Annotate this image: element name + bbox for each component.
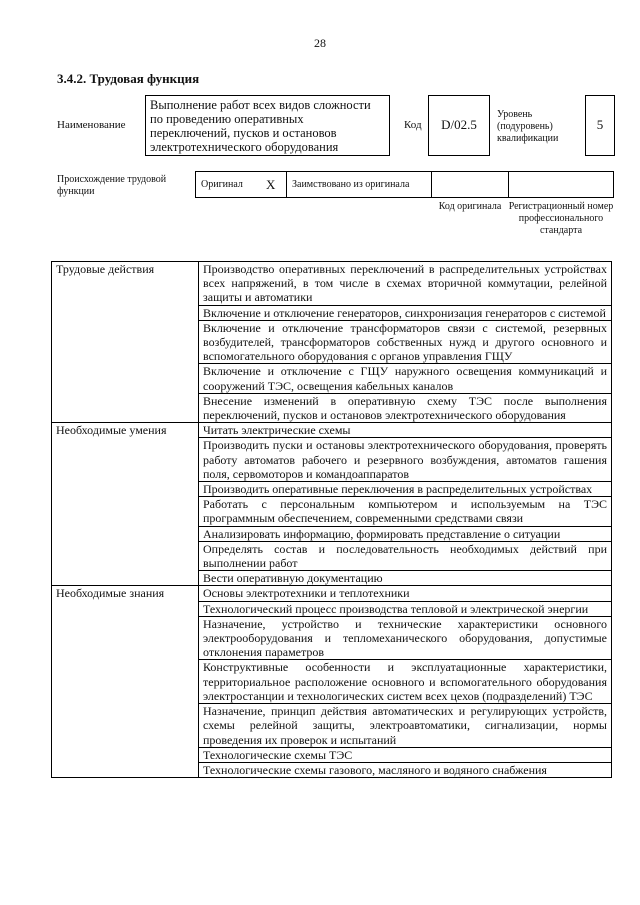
table-row <box>52 586 612 601</box>
origin-original-label: Оригинал <box>201 179 243 190</box>
level-value: 5 <box>585 95 615 156</box>
section-item: Читать электрические схемы <box>199 423 612 438</box>
origin-original-cell <box>195 171 287 198</box>
origin-code-caption: Код оригинала <box>438 201 502 212</box>
origin-reg-cell <box>508 171 614 198</box>
section-item: Включение и отключение генераторов, синхронизация генераторов с системой <box>199 305 612 320</box>
section-item: Анализировать информацию, формировать представление о ситуации <box>199 526 612 541</box>
section-item: Назначение, устройство и технические характеристики основного электрооборудования и тепломеханического оборудования, допустимые отклонения параметров <box>199 616 612 660</box>
function-table <box>51 261 612 778</box>
table-row <box>52 262 612 306</box>
section-item: Определять состав и последовательность необходимых действий при выполнении работ <box>199 541 612 570</box>
origin-borrowed-cell <box>286 171 432 198</box>
section-item: Технологический процесс производства тепловой и электрической энергии <box>199 601 612 616</box>
origin-label: Происхождение трудовой функции <box>57 174 167 197</box>
section-item: Технологические схемы газового, масляного и водяного снабжения <box>199 762 612 777</box>
section-item: Назначение, принцип действия автоматических и регулирующих устройств, схемы релейной защиты, электроавтоматики, сигнализации, нормы проведения их проверок и испытаний <box>199 704 612 748</box>
section-label: Трудовые действия <box>52 262 199 423</box>
origin-reg-caption: Регистрационный номер профессионального стандарта <box>508 201 614 236</box>
section-label: Необходимые знания <box>52 586 199 778</box>
section-item: Работать с персональным компьютером и используемым на ТЭС программным обеспечением, современными средствами связи <box>199 497 612 526</box>
level-label: Уровень (подуровень) квалификации <box>497 109 559 144</box>
origin-mark: X <box>266 177 276 192</box>
code-value: D/02.5 <box>428 95 490 156</box>
origin-borrowed-label: Заимствовано из оригинала <box>292 179 410 190</box>
section-label: Необходимые умения <box>52 423 199 586</box>
section-item: Производство оперативных переключений в распределительных устройствах всех напряжений, в том числе в схемах вторичной коммутации, релейной защиты и автоматики <box>199 262 612 306</box>
section-item: Конструктивные особенности и эксплуатационные характеристики, территориальное расположение основного и вспомогательного оборудования электростанции и технологических систем всех цехов (подразделений) ТЭС <box>199 660 612 704</box>
code-label: Код <box>404 119 422 131</box>
section-title: 3.4.2. Трудовая функция <box>57 71 200 86</box>
function-name-box: Выполнение работ всех видов сложности по проведению оперативных переключений, пусков и остановов электротехнического оборудования <box>145 95 390 156</box>
section-item: Основы электротехники и теплотехники <box>199 586 612 601</box>
origin-code-cell <box>431 171 509 198</box>
table-row <box>52 423 612 438</box>
section-item: Производить пуски и остановы электротехнического оборудования, проверять работу автоматов рабочего и резервного возбуждения, автоматов гашения поля, сервомоторов и командоаппаратов <box>199 438 612 482</box>
section-item: Внесение изменений в оперативную схему ТЭС после выполнения переключений, пусков и остановов электротехнического оборудования <box>199 393 612 422</box>
section-item: Производить оперативные переключения в распределительных устройствах <box>199 482 612 497</box>
section-item: Вести оперативную документацию <box>199 571 612 586</box>
section-item: Технологические схемы ТЭС <box>199 747 612 762</box>
name-label: Наименование <box>57 119 126 131</box>
section-item: Включение и отключение с ГЩУ наружного освещения коммуникаций и сооружений ТЭС, освещения кабельных каналов <box>199 364 612 393</box>
section-item: Включение и отключение трансформаторов связи с системой, резервных возбудителей, трансформаторов собственных нужд и другого основного и вспомогательного оборудования с органов управления ГЩУ <box>199 320 612 364</box>
page-number: 28 <box>314 36 326 50</box>
